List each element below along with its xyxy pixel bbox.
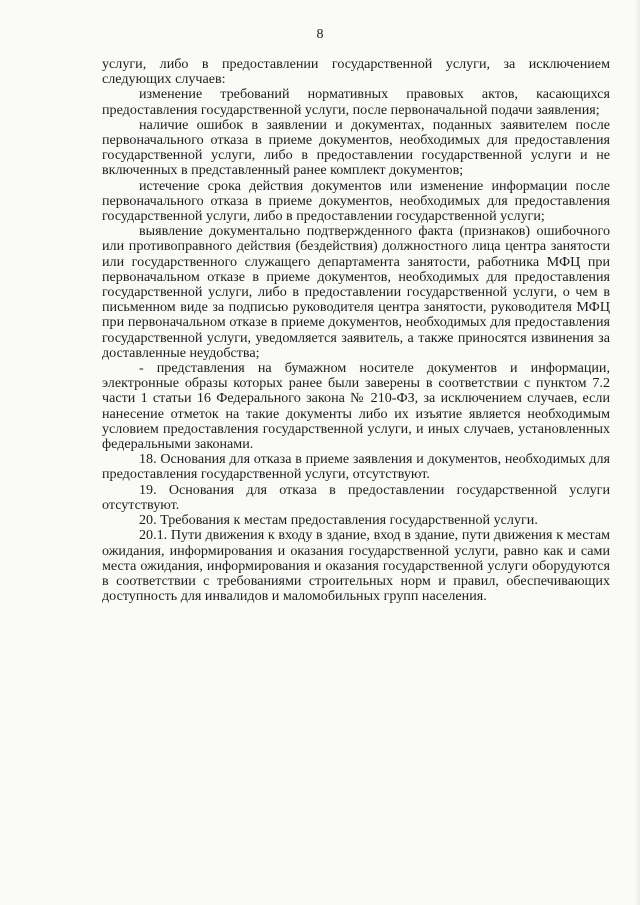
paragraph-clause-20-1: 20.1. Пути движения к входу в здание, вход в здание, пути движения к местам ожидания, информирования и оказания государственной услуги, равно как и сами места ожидания, информирования и оказания государственной услуги оборудуются в соответствии с требованиями строительных норм и правил, обеспечивающих доступность для инвалидов и маломобильных групп населения. xyxy=(102,527,610,605)
page-number: 8 xyxy=(316,27,324,42)
paragraph-clause-19: 19. Основания для отказа в предоставлении государственной услуги отсутствуют. xyxy=(102,481,610,513)
paragraph-paper-documents: - представления на бумажном носителе документов и информации, электронные образы которых ранее были заверены в соответствии с пунктом 7.2 части 1 статьи 16 Федерального закона № 210-ФЗ, за исключением случаев, если нанесение отметок на такие документы либо их изъятие является необходимым условием предоставления государственной услуги, и иных случаев, установленных федеральными законами. xyxy=(102,360,610,453)
paragraph-clause-20: 20. Требования к местам предоставления государственной услуги. xyxy=(139,512,538,529)
paragraph-errors-in-application: наличие ошибок в заявлении и документах, поданных заявителем после первоначального отказа в приеме документов, необходимых для предоставления государственной услуги, либо в предоставлении государственной услуги и не включенных в представленный ранее комплект документов; xyxy=(102,116,610,179)
paragraph-document-expiry: истечение срока действия документов или изменение информации после первоначального отказа в приеме документов, необходимых для предоставления государственной услуги, либо в предоставлении государственной услуги; xyxy=(102,177,610,225)
paragraph-legal-requirements-change: изменение требований нормативных правовых актов, касающихся предоставления государственной услуги, после первоначальной подачи заявления; xyxy=(102,86,610,118)
paragraph-clause-18: 18. Основания для отказа в приеме заявления и документов, необходимых для предоставления государственной услуги, отсутствуют. xyxy=(102,451,610,483)
paragraph-continuation: услуги, либо в предоставлении государственной услуги, за исключением следующих случаев: xyxy=(102,56,610,88)
document-body xyxy=(102,57,610,604)
paragraph-erroneous-action: выявление документально подтвержденного факта (признаков) ошибочного или противоправного действия (бездействия) должностного лица центра занятости или государственного служащего департамента занятости, работника МФЦ при первоначальном отказе в приеме документов, необходимых для предоставления государственной услуги, либо в предоставлении государственной услуги, о чем в письменном виде за подписью руководителя центра занятости, руководителя МФЦ при первоначальном отказе в приеме документов, необходимых для предоставления государственной услуги, уведомляется заявитель, а также приносятся извинения за доставленные неудобства; xyxy=(102,223,610,361)
